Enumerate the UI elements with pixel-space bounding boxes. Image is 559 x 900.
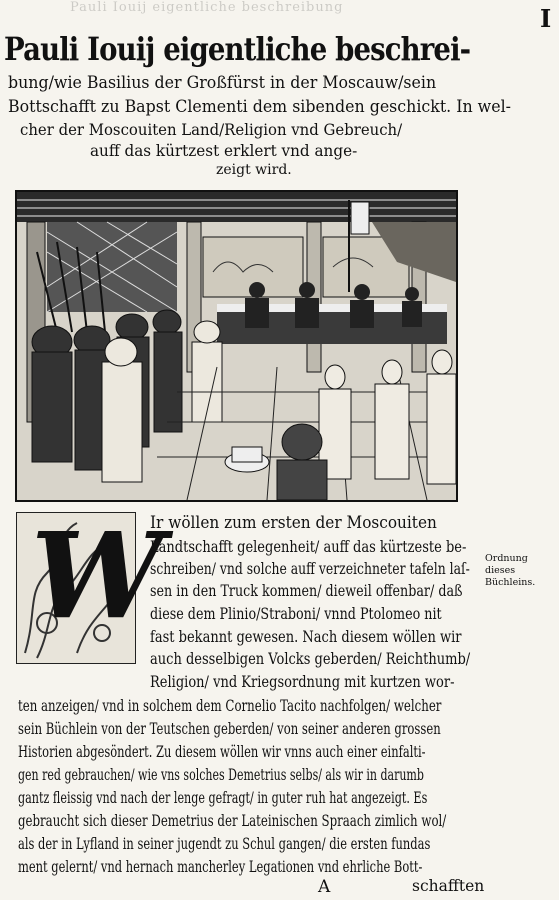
- title-line-6: zeigt wird.: [216, 162, 292, 178]
- body-line: Ir wöllen zum ersten der Moscouiten: [150, 513, 437, 533]
- title-line-5: auff das kürtzest erklert vnd ange-: [90, 141, 358, 160]
- body-line: ment gelernt/ vnd hernach mancherley Legationen vnd ehrliche Bott-: [18, 858, 423, 876]
- body-line: sein Büchlein von der Teutschen geberden/ von seiner anderen grossen: [18, 720, 441, 738]
- signature-mark: A: [318, 877, 331, 897]
- body-line: gebraucht sich dieser Demetrius der Lateinischen Spraach zimlich wol/: [18, 812, 447, 830]
- body-line: sen in den Truck kommen/ dieweil offenbar/ daß: [150, 582, 463, 600]
- body-line: gantz fleissig vnd nach der lenge gefragt/ in guter ruh hat angezeigt. Es: [18, 789, 428, 807]
- body-line: Historien abgesöndert. Zu diesem wöllen wir vnns auch einer einfalti-: [18, 743, 426, 761]
- woodcut-scene: [17, 192, 456, 500]
- body-line: auch desselbigen Volcks geberden/ Reichthumb/: [150, 650, 471, 668]
- decorated-initial: [16, 506, 164, 664]
- initial-letter: W: [31, 506, 164, 645]
- folio-number: I: [540, 4, 552, 33]
- catchword: schafften: [412, 877, 485, 895]
- woodcut-illustration: [15, 190, 458, 502]
- title-line-3: Bottschafft zu Bapst Clementi dem sibenden geschickt. In wel-: [8, 97, 511, 117]
- title-line-4: cher der Moscouiten Land/Religion vnd Gebreuch/: [20, 120, 403, 139]
- bleed-through-text: Pauli Iouij eigentliche beschreibung: [70, 0, 344, 15]
- body-line: fast bekannt gewesen. Nach diesem wöllen wir: [150, 628, 462, 646]
- body-line: ten anzeigen/ vnd in solchem dem Cornelio Tacito nachfolgen/ welcher: [18, 697, 442, 715]
- body-line: gen red gebrauchen/ wie vns solches Demetrius selbs/ als wir in darumb: [18, 766, 424, 784]
- body-line: schreiben/ vnd solche auff verzeichneter tafeln laſ-: [150, 560, 470, 578]
- body-line: Landtschafft gelegenheit/ auff das kürtzeste be-: [150, 538, 467, 556]
- title-line-2: bung/wie Basilius der Großfürst in der Moscauw/sein: [8, 73, 437, 93]
- body-line: Religion/ vnd Kriegsordnung mit kurtzen wor-: [150, 673, 455, 691]
- body-line: diese dem Plinio/Straboni/ vnnd Ptolomeo nit: [150, 605, 442, 623]
- marginal-note: Ordnung dieses Büchleins.: [485, 553, 536, 588]
- body-line: als der in Lyfland in seiner jugendt zu Schul gangen/ die ersten fundas: [18, 835, 431, 853]
- title-line-1: Pauli Iouij eigentliche beschrei-: [4, 30, 471, 68]
